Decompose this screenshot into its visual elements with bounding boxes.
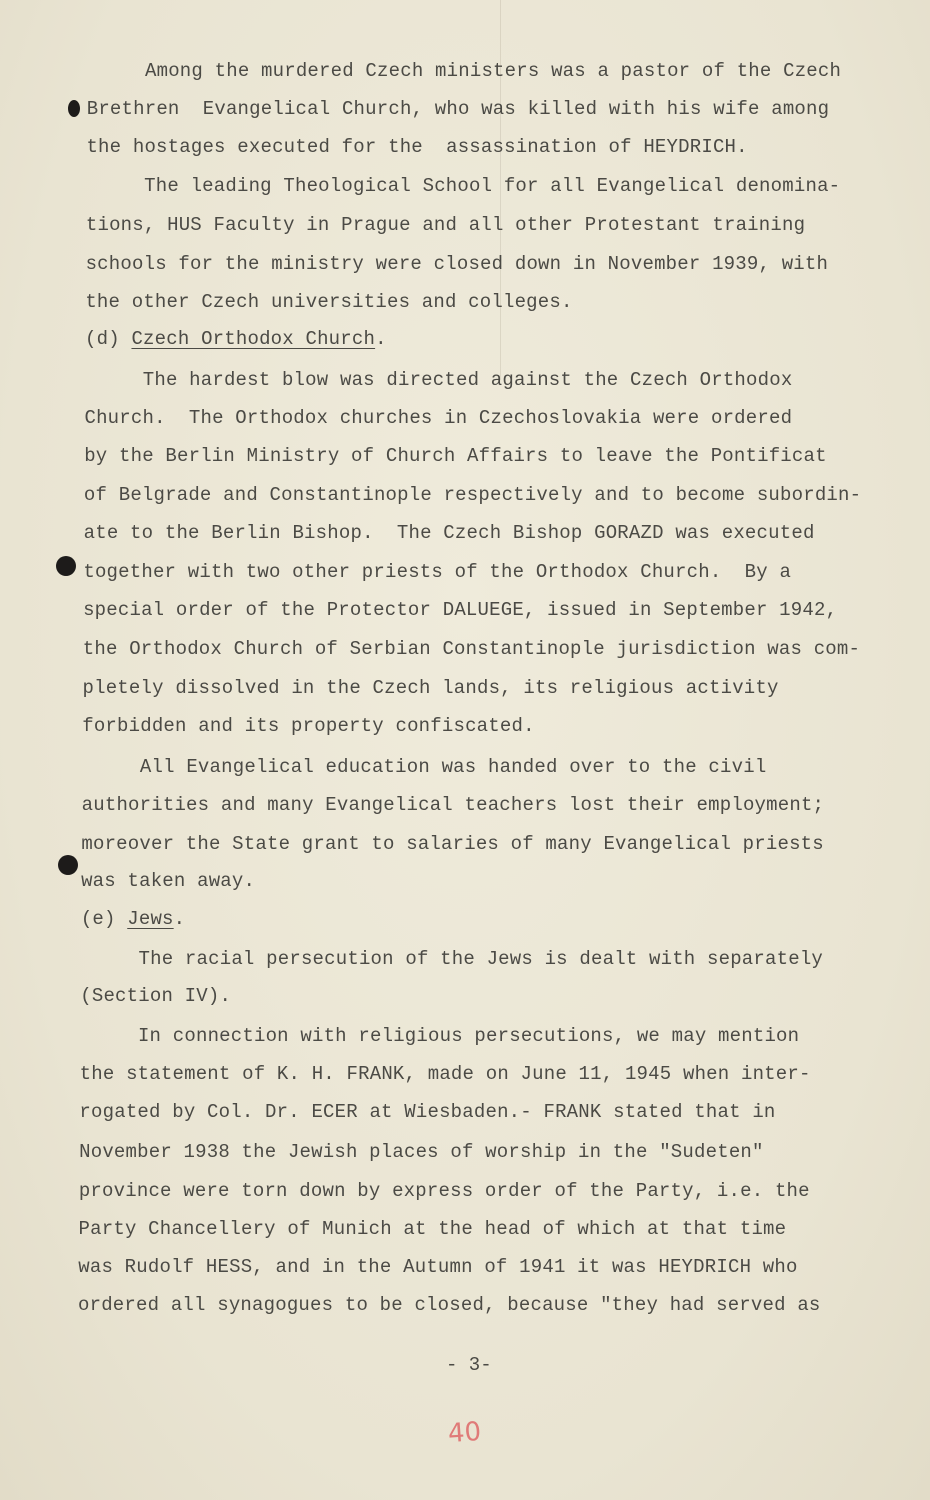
text-line: pletely dissolved in the Czech lands, its religious activity <box>82 677 779 699</box>
text-line: November 1938 the Jewish places of worship in the "Sudeten" <box>79 1141 764 1163</box>
text-line: the other Czech universities and colleges. <box>85 291 573 313</box>
text-line: ate to the Berlin Bishop. The Czech Bishop GORAZD was executed <box>83 522 815 544</box>
text-line: The leading Theological School for all Evangelical denomina- <box>144 175 841 197</box>
text-line: In connection with religious persecutions, we may mention <box>137 1025 800 1047</box>
heading-title: Jews <box>127 908 174 930</box>
text-line: of Belgrade and Constantinople respectively and to become subordin- <box>83 484 862 506</box>
text-line: the hostages executed for the assassination of HEYDRICH. <box>86 136 748 158</box>
text-line: Brethren Evangelical Church, who was killed with his wife among <box>86 98 830 120</box>
text-line: The racial persecution of the Jews is dealt with separately <box>138 948 824 970</box>
heading-label: (e) <box>80 908 128 930</box>
text-line: schools for the ministry were closed down in November 1939, with <box>85 253 829 275</box>
handwritten-folio-number: 40 <box>446 1416 483 1450</box>
text-line: authorities and many Evangelical teachers lost their employment; <box>81 794 825 816</box>
text-line: was taken away. <box>81 870 256 892</box>
text-line: All Evangelical education was handed over to the civil <box>139 756 767 778</box>
text-line: rogated by Col. Dr. ECER at Wiesbaden.- FRANK stated that in <box>79 1101 776 1123</box>
text-line: moreover the State grant to salaries of many Evangelical priests <box>81 833 824 855</box>
heading-end: . <box>173 908 186 930</box>
punch-hole-mark <box>58 855 78 875</box>
text-line: the Orthodox Church of Serbian Constantinople jurisdiction was com- <box>82 638 861 660</box>
text-line: ordered all synagogues to be closed, because "they had served as <box>78 1294 821 1316</box>
page-number: - 3- <box>446 1354 492 1376</box>
text-line: by the Berlin Ministry of Church Affairs to leave the Pontificat <box>84 445 827 467</box>
text-line: The hardest blow was directed against the Czech Orthodox <box>142 369 793 391</box>
ink-blot <box>68 100 80 117</box>
text-line: province were torn down by express order of the Party, i.e. the <box>78 1180 810 1202</box>
text-line: was Rudolf HESS, and in the Autumn of 1941 it was HEYDRICH who <box>78 1256 798 1278</box>
text-line: special order of the Protector DALUEGE, issued in September 1942, <box>83 599 838 621</box>
text-line: the statement of K. H. FRANK, made on June 11, 1945 when inter- <box>79 1063 811 1085</box>
heading-title: Czech Orthodox Church <box>131 328 376 350</box>
heading-label: (d) <box>85 328 132 350</box>
section-heading <box>81 908 185 930</box>
text-line: Among the murdered Czech ministers was a pastor of the Czech <box>145 60 842 82</box>
heading-end: . <box>375 328 387 350</box>
text-line: Party Chancellery of Munich at the head of which at that time <box>78 1218 787 1240</box>
text-line: forbidden and its property confiscated. <box>82 715 535 737</box>
text-line: (Section IV). <box>80 985 232 1007</box>
punch-hole-mark <box>56 556 76 576</box>
text-line: Church. The Orthodox churches in Czechoslovakia were ordered <box>84 407 793 429</box>
text-line: tions, HUS Faculty in Prague and all other Protestant training <box>85 214 806 236</box>
section-heading <box>85 328 387 350</box>
text-line: together with two other priests of the Orthodox Church. By a <box>83 561 792 583</box>
